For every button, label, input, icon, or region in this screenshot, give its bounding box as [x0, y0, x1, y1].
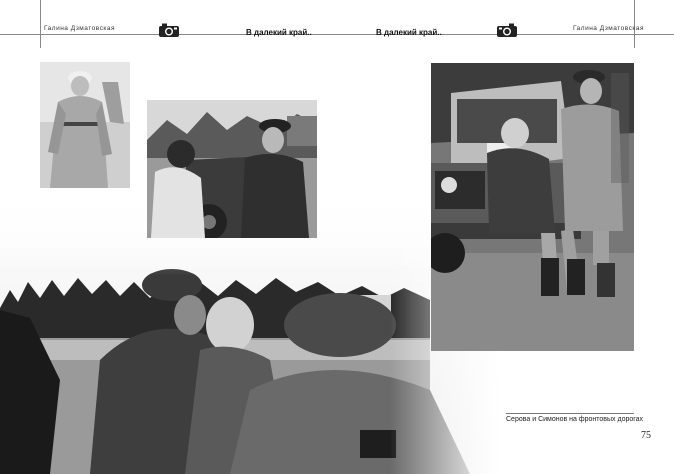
header-left-vertical-rule: [40, 0, 41, 48]
page-number: 75: [641, 430, 651, 441]
left-running-head: Галина Дзматовская: [44, 25, 116, 32]
right-running-head: Галина Дзматовская: [573, 25, 645, 32]
left-book-title: В далекий край..: [246, 28, 312, 37]
photo-officer-and-woman-by-jeep: [147, 100, 317, 238]
header-right-vertical-rule: [634, 0, 635, 48]
camera-icon: [496, 22, 518, 38]
photo-couple-by-jeep: [431, 63, 634, 351]
camera-icon: [158, 22, 180, 38]
photo-woman-in-coat: [40, 62, 130, 188]
photo-caption: Серова и Симонов на фронтовых дорогах: [506, 416, 644, 423]
right-book-title: В далекий край..: [376, 28, 442, 37]
header-rule: [0, 34, 674, 35]
caption-rule: [506, 413, 634, 414]
